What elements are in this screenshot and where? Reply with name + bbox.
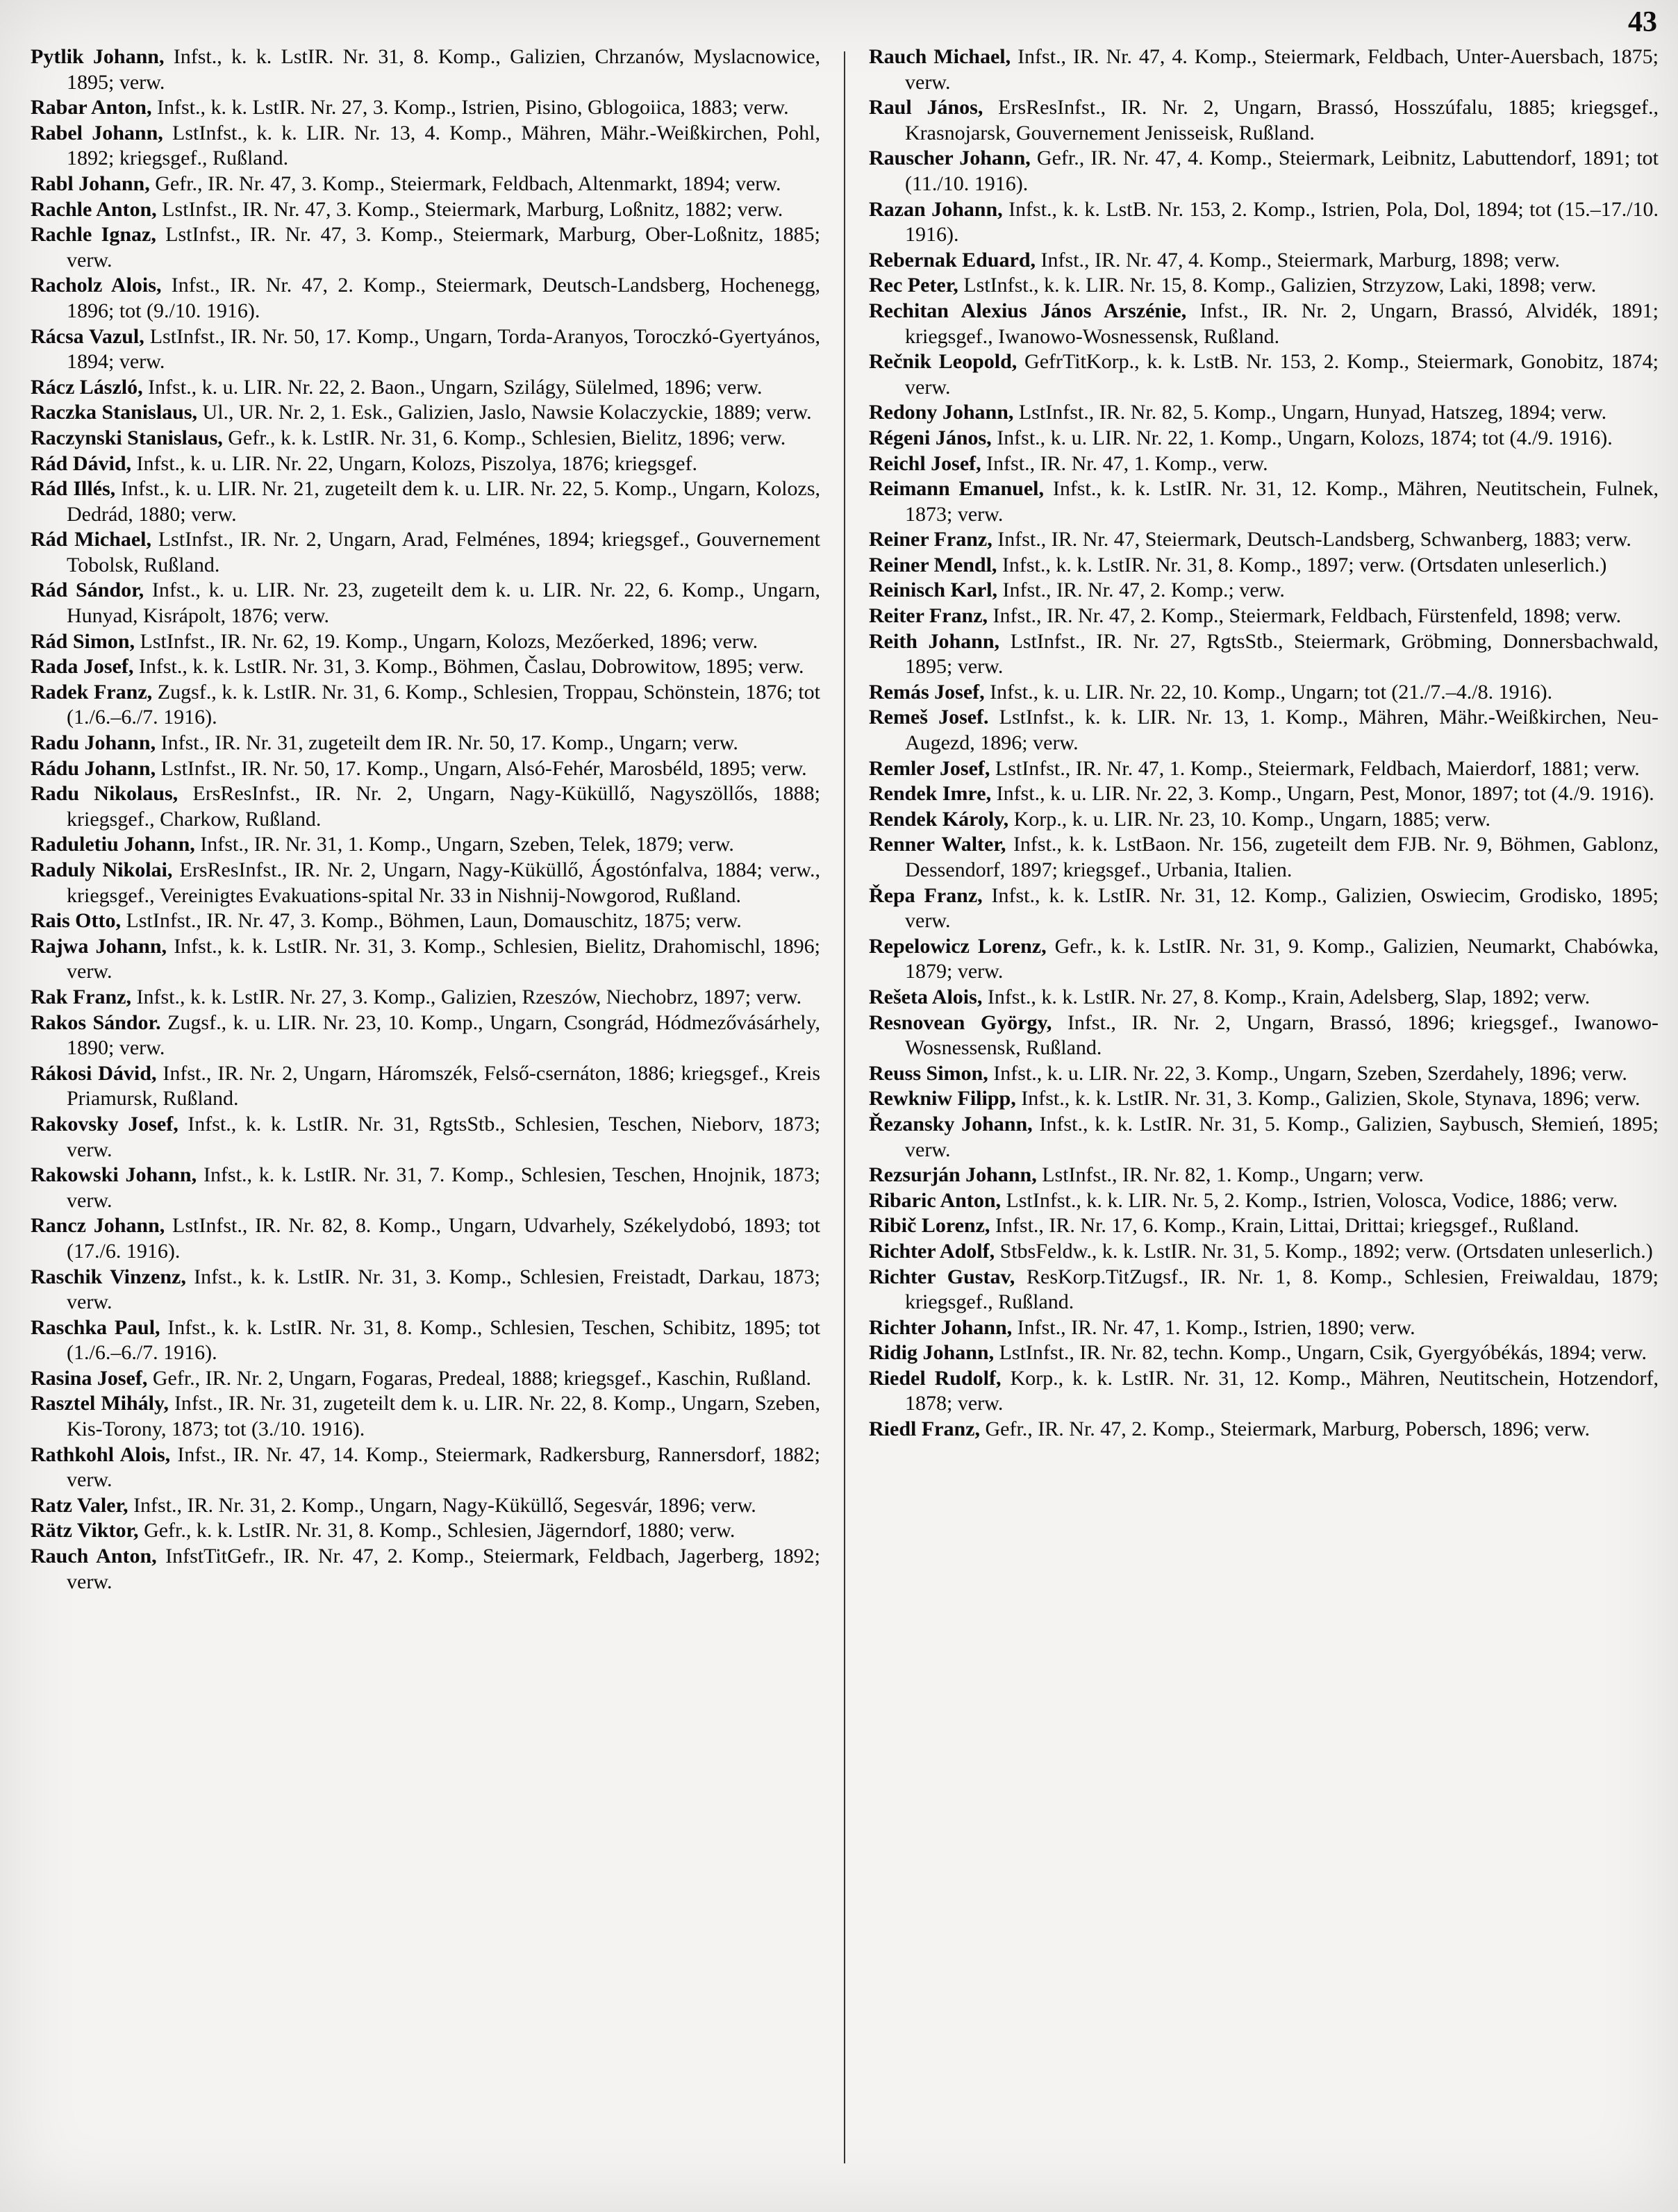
entry-details: LstInfst., k. k. LIR. Nr. 13, 4. Komp., Mähren, Mähr.-Weißkirchen, Pohl, 1892; kriegsgef., Rußland. <box>67 121 820 170</box>
entry-name: Radek Franz, <box>31 680 153 704</box>
entry-name: Rebernak Eduard, <box>869 248 1036 272</box>
entry-name: Redony Johann, <box>869 401 1014 424</box>
entry-details: Infst., k. k. LstIR. Nr. 31, 3. Komp., Schlesien, Freistadt, Darkau, 1873; verw. <box>67 1265 820 1314</box>
entry-details: Infst., k. k. LstBaon. Nr. 156, zugeteilt dem FJB. Nr. 9, Böhmen, Gablonz, Dessendorf, 1897; kriegsgef., Urbania, Italien. <box>905 833 1659 881</box>
entry-name: Remás Josef, <box>869 680 985 704</box>
list-item <box>31 1163 820 1213</box>
entry-name: Rauch Michael, <box>869 45 1011 68</box>
entry-details: Infst., k. k. LstIR. Nr. 31, 8. Komp., Schlesien, Teschen, Schibitz, 1895; tot (1./6.–6./7. 1916). <box>67 1315 820 1365</box>
entry-name: Rätz Viktor, <box>31 1519 139 1542</box>
list-item <box>31 172 820 197</box>
entry-name: Richter Gustav, <box>869 1265 1015 1288</box>
list-item <box>31 375 820 401</box>
entry-details: Infst., k. k. LstIR. Nr. 31, 8. Komp., Galizien, Chrzanów, Myslacnowice, 1895; verw. <box>67 45 820 94</box>
entry-details: LstInfst., IR. Nr. 82, 8. Komp., Ungarn, Udvarhely, Székelydobó, 1893; tot (17./6. 1916). <box>67 1214 820 1263</box>
entry-name: Rabar Anton, <box>31 96 152 119</box>
entry-details: Infst., k. k. LstIR. Nr. 31, 12. Komp., Galizien, Oswiecim, Grodisko, 1895; verw. <box>905 883 1659 933</box>
entry-name: Renner Walter, <box>869 833 1006 856</box>
entry-name: Radu Nikolaus, <box>31 782 178 806</box>
list-item <box>869 44 1659 95</box>
list-item <box>869 248 1659 274</box>
entry-name: Riedl Franz, <box>869 1417 980 1441</box>
entry-details: Infst., k. u. LIR. Nr. 22, 3. Komp., Ungarn, Szeben, Szerdahely, 1896; verw. <box>993 1061 1627 1085</box>
entry-details: LstInfst., IR. Nr. 27, RgtsStb., Steiermark, Gröbming, Donnersbachwald, 1895; verw. <box>905 629 1659 679</box>
entry-name: Řepa Franz, <box>869 883 983 907</box>
entry-details: Infst., IR. Nr. 47, 4. Komp., Steiermark, Feldbach, Unter-Auersbach, 1875; verw. <box>905 45 1659 94</box>
list-item <box>869 95 1659 146</box>
entry-details: Infst., IR. Nr. 2, Ungarn, Brassó, 1896; kriegsgef., Iwanowo-Wosnessensk, Rußland. <box>905 1011 1659 1060</box>
entry-details: ErsResInfst., IR. Nr. 2, Ungarn, Brassó, Hosszúfalu, 1885; kriegsgef., Krasnojarsk, Gouvernement Jenisseisk, Rußland. <box>905 96 1659 144</box>
entry-details: Gefr., k. k. LstIR. Nr. 31, 8. Komp., Schlesien, Jägerndorf, 1880; verw. <box>144 1519 736 1542</box>
page-number: 43 <box>1628 6 1657 38</box>
list-item <box>869 1188 1659 1214</box>
entry-name: Remeš Josef. <box>869 706 989 729</box>
entry-name: Ribič Lorenz, <box>869 1214 990 1238</box>
entry-details: Infst., IR. Nr. 47, 14. Komp., Steiermark, Radkersburg, Rannersdorf, 1882; verw. <box>67 1442 820 1492</box>
entry-name: Raczka Stanislaus, <box>31 401 198 424</box>
entry-name: Rechitan Alexius János Arszénie, <box>869 299 1187 322</box>
entry-details: LstInfst., IR. Nr. 47, 3. Komp., Steiermark, Marburg, Loßnitz, 1882; verw. <box>162 197 783 221</box>
list-item <box>31 832 820 858</box>
entry-name: Reuss Simon, <box>869 1061 988 1085</box>
entry-details: Infst., k. k. LstIR. Nr. 27, 8. Komp., Krain, Adelsberg, Slap, 1892; verw. <box>987 985 1590 1008</box>
list-item <box>31 654 820 680</box>
list-item <box>869 1417 1659 1442</box>
list-item <box>869 883 1659 934</box>
entry-name: Racholz Alois, <box>31 274 162 297</box>
list-item <box>31 934 820 985</box>
entry-name: Rasztel Mihály, <box>31 1392 169 1415</box>
entry-name: Raschik Vinzenz, <box>31 1265 186 1288</box>
list-item <box>869 781 1659 807</box>
entry-name: Reiter Franz, <box>869 604 988 628</box>
list-item <box>869 1315 1659 1341</box>
list-item <box>31 451 820 477</box>
list-item <box>31 578 820 629</box>
list-item <box>869 705 1659 756</box>
entry-name: Rešeta Alois, <box>869 985 983 1008</box>
entry-details: LstInfst., IR. Nr. 50, 17. Komp., Ungarn, Torda-Aranyos, Toroczkó-Gyertyános, 1894; verw. <box>67 324 820 374</box>
entry-name: Rabl Johann, <box>31 172 150 195</box>
entry-name: Rewkniw Filipp, <box>869 1087 1016 1111</box>
entry-name: Rachle Ignaz, <box>31 223 156 247</box>
entry-details: Infst., IR. Nr. 47, 4. Komp., Steiermark, Marburg, 1898; verw. <box>1040 248 1560 272</box>
entry-details: Korp., k. k. LstIR. Nr. 31, 12. Komp., Mähren, Neutitschein, Hotzendorf, 1878; verw. <box>905 1366 1659 1415</box>
entry-details: Infst., k. k. LstIR. Nr. 27, 3. Komp., Galizien, Rzeszów, Niechobrz, 1897; verw. <box>136 985 802 1008</box>
entry-details: Infst., IR. Nr. 31, 2. Komp., Ungarn, Nagy-Küküllő, Segesvár, 1896; verw. <box>133 1493 756 1517</box>
entry-details: StbsFeldw., k. k. LstIR. Nr. 31, 5. Komp., 1892; verw. (Ortsdaten unleserlich.) <box>999 1239 1653 1263</box>
list-item <box>31 1112 820 1163</box>
entry-name: Rachle Anton, <box>31 197 157 221</box>
entry-name: Rada Josef, <box>31 655 134 679</box>
entry-name: Rezsurján Johann, <box>869 1163 1037 1187</box>
list-item <box>869 604 1659 629</box>
list-item <box>31 121 820 172</box>
entry-details: Ul., UR. Nr. 2, 1. Esk., Galizien, Jaslo, Nawsie Kolaczyckie, 1889; verw. <box>202 401 812 424</box>
entry-name: Raschka Paul, <box>31 1315 160 1339</box>
list-item <box>31 781 820 832</box>
list-item <box>31 400 820 426</box>
list-item <box>869 451 1659 477</box>
entry-name: Raczynski Stanislaus, <box>31 426 223 449</box>
list-item <box>869 1011 1659 1061</box>
entry-name: Rád Sándor, <box>31 579 144 602</box>
entry-name: Raduletiu Johann, <box>31 833 195 856</box>
list-item <box>869 1265 1659 1315</box>
list-item <box>869 400 1659 426</box>
entry-details: Infst., IR. Nr. 17, 6. Komp., Krain, Littai, Drittai; kriegsgef., Rußland. <box>995 1214 1579 1238</box>
entry-details: Infst., k. k. LstIR. Nr. 27, 3. Komp., Istrien, Pisino, Gblogoiica, 1883; verw. <box>157 96 789 119</box>
entry-details: Korp., k. u. LIR. Nr. 23, 10. Komp., Ungarn, 1885; verw. <box>1013 807 1490 831</box>
entry-name: Reiner Franz, <box>869 528 992 551</box>
entry-name: Rathkohl Alois, <box>31 1442 171 1466</box>
list-item <box>869 578 1659 604</box>
entry-name: Pytlik Johann, <box>31 45 165 68</box>
entry-details: Infst., IR. Nr. 2, Ungarn, Brassó, Alvidék, 1891; kriegsgef., Iwanowo-Wosnessensk, Rußland. <box>905 299 1659 348</box>
entry-name: Rakowski Johann, <box>31 1163 197 1187</box>
entry-name: Reith Johann, <box>869 629 1000 653</box>
entry-name: Raduly Nikolai, <box>31 858 173 881</box>
right-column <box>869 44 1659 2184</box>
entry-name: Rauscher Johann, <box>869 147 1031 170</box>
entry-details: ErsResInfst., IR. Nr. 2, Ungarn, Nagy-Küküllő, Nagyszöllős, 1888; kriegsgef., Charkow, Rußland. <box>67 782 820 831</box>
entry-name: Ratz Valer, <box>31 1493 128 1517</box>
entry-details: Infst., k. k. LstIR. Nr. 31, 3. Komp., Galizien, Skole, Stynava, 1896; verw. <box>1021 1087 1640 1111</box>
list-item <box>869 426 1659 451</box>
list-item <box>31 731 820 756</box>
entry-details: Gefr., IR. Nr. 47, 3. Komp., Steiermark, Feldbach, Altenmarkt, 1894; verw. <box>155 172 781 195</box>
list-item <box>31 680 820 731</box>
entry-details: Infst., k. u. LIR. Nr. 22, 3. Komp., Ungarn, Pest, Monor, 1897; tot (4./9. 1916). <box>996 782 1654 806</box>
list-item <box>869 197 1659 248</box>
entry-details: LstInfst., k. k. LIR. Nr. 13, 1. Komp., Mähren, Mähr.-Weißkirchen, Neu-Augezd, 1896; verw. <box>905 706 1659 755</box>
entry-details: Gefr., k. k. LstIR. Nr. 31, 9. Komp., Galizien, Neumarkt, Chabówka, 1879; verw. <box>905 934 1659 983</box>
entry-name: Rak Franz, <box>31 985 131 1008</box>
entry-details: LstInfst., IR. Nr. 47, 3. Komp., Steiermark, Marburg, Ober-Loßnitz, 1885; verw. <box>67 223 820 272</box>
entry-details: LstInfst., IR. Nr. 82, techn. Komp., Ungarn, Csik, Gyergyóbékás, 1894; verw. <box>999 1341 1647 1365</box>
list-item <box>31 476 820 527</box>
entry-details: LstInfst., IR. Nr. 47, 1. Komp., Steiermark, Feldbach, Maierdorf, 1881; verw. <box>995 756 1640 780</box>
left-column <box>31 44 820 2184</box>
entry-name: Raul János, <box>869 96 983 119</box>
list-item <box>869 273 1659 299</box>
list-item <box>869 629 1659 680</box>
entry-details: ErsResInfst., IR. Nr. 2, Ungarn, Nagy-Küküllő, Ágostónfalva, 1884; verw., kriegsgef., Vereinigtes Evakuations-spital Nr. 33 in Nishnij-Nowgorod, Rußland. <box>67 858 820 907</box>
entry-details: Gefr., IR. Nr. 47, 4. Komp., Steiermark, Leibnitz, Labuttendorf, 1891; tot (11./10. 1916). <box>905 147 1659 195</box>
list-item <box>869 1366 1659 1417</box>
entry-name: Reinisch Karl, <box>869 579 997 602</box>
entry-details: Infst., IR. Nr. 47, 2. Komp., Steiermark, Deutsch-Landsberg, Hochenegg, 1896; tot (9./10. 1916). <box>67 274 820 322</box>
entry-name: Rasina Josef, <box>31 1366 148 1390</box>
entry-name: Rajwa Johann, <box>31 934 167 958</box>
entry-name: Radu Johann, <box>31 731 156 755</box>
list-item <box>31 908 820 934</box>
entry-name: Ridig Johann, <box>869 1341 995 1365</box>
entry-name: Rákosi Dávid, <box>31 1061 157 1085</box>
entry-name: Resnovean György, <box>869 1011 1052 1034</box>
list-item <box>31 1391 820 1442</box>
list-item <box>31 1544 820 1595</box>
list-item <box>869 985 1659 1011</box>
entry-details: Gefr., k. k. LstIR. Nr. 31, 6. Komp., Schlesien, Bielitz, 1896; verw. <box>228 426 786 449</box>
entry-details: LstInfst., IR. Nr. 50, 17. Komp., Ungarn, Alsó-Fehér, Marosbéld, 1895; verw. <box>160 756 807 780</box>
list-item <box>31 1366 820 1392</box>
entry-details: Infst., IR. Nr. 31, zugeteilt dem k. u. LIR. Nr. 22, 8. Komp., Ungarn, Szeben, Kis-Torony, 1873; tot (3./10. 1916). <box>67 1392 820 1441</box>
list-item <box>869 1213 1659 1239</box>
list-item <box>869 756 1659 782</box>
list-item <box>869 680 1659 706</box>
list-item <box>31 324 820 375</box>
list-item <box>869 1061 1659 1087</box>
list-item <box>869 476 1659 527</box>
list-item <box>869 349 1659 400</box>
entry-name: Rais Otto, <box>31 909 121 933</box>
list-item <box>31 629 820 655</box>
entry-name: Reimann Emanuel, <box>869 477 1045 501</box>
entry-details: Infst., IR. Nr. 47, Steiermark, Deutsch-Landsberg, Schwanberg, 1883; verw. <box>997 528 1631 551</box>
list-item <box>31 95 820 121</box>
entry-name: Rakos Sándor. <box>31 1011 161 1034</box>
entry-name: Repelowicz Lorenz, <box>869 934 1047 958</box>
list-item <box>869 807 1659 833</box>
entry-name: Řezansky Johann, <box>869 1112 1033 1136</box>
list-item <box>31 1442 820 1493</box>
entry-details: Infst., IR. Nr. 31, zugeteilt dem IR. Nr. 50, 17. Komp., Ungarn; verw. <box>160 731 738 755</box>
entry-details: Infst., k. u. LIR. Nr. 22, Ungarn, Kolozs, Piszolya, 1876; kriegsgef. <box>136 451 697 475</box>
entry-details: Infst., IR. Nr. 31, 1. Komp., Ungarn, Szeben, Telek, 1879; verw. <box>200 833 734 856</box>
entry-name: Rakovsky Josef, <box>31 1112 178 1136</box>
list-item <box>31 426 820 451</box>
list-item <box>869 146 1659 197</box>
entry-details: Zugsf., k. k. LstIR. Nr. 31, 6. Komp., Schlesien, Troppau, Schönstein, 1876; tot (1./6.–6./7. 1916). <box>67 680 820 729</box>
list-item <box>31 1213 820 1264</box>
list-item <box>31 44 820 95</box>
list-item <box>31 985 820 1011</box>
entry-name: Ribaric Anton, <box>869 1188 1002 1212</box>
list-item <box>869 1239 1659 1265</box>
entry-details: Zugsf., k. u. LIR. Nr. 23, 10. Komp., Ungarn, Csongrád, Hódmezővásárhely, 1890; verw. <box>67 1011 820 1060</box>
entry-details: Infst., IR. Nr. 47, 1. Komp., verw. <box>986 451 1268 475</box>
entry-details: Infst., k. u. LIR. Nr. 22, 2. Baon., Ungarn, Szilágy, Sülelmed, 1896; verw. <box>148 375 763 399</box>
entry-details: Infst., IR. Nr. 2, Ungarn, Háromszék, Felső-csernáton, 1886; kriegsgef., Kreis Priamursk, Rußland. <box>67 1061 820 1111</box>
list-item <box>869 1340 1659 1366</box>
entry-name: Razan Johann, <box>869 197 1003 221</box>
entry-name: Régeni János, <box>869 426 992 449</box>
entry-details: LstInfst., IR. Nr. 2, Ungarn, Arad, Felménes, 1894; kriegsgef., Gouvernement Tobolsk, Rußland. <box>67 528 820 576</box>
entry-details: Infst., k. k. LstIR. Nr. 31, RgtsStb., Schlesien, Teschen, Nieborv, 1873; verw. <box>67 1112 820 1161</box>
list-item <box>31 1315 820 1366</box>
entry-name: Richter Johann, <box>869 1315 1013 1339</box>
list-item <box>31 1265 820 1315</box>
entry-name: Rád Michael, <box>31 528 151 551</box>
list-item <box>31 756 820 782</box>
entry-name: Rád Dávid, <box>31 451 132 475</box>
entry-details: Infst., k. k. LstIR. Nr. 31, 3. Komp., Böhmen, Časlau, Dobrowitow, 1895; verw. <box>138 655 804 679</box>
entry-name: Rácz László, <box>31 375 143 399</box>
entry-details: LstInfst., IR. Nr. 47, 3. Komp., Böhmen, Laun, Domauschitz, 1875; verw. <box>126 909 742 933</box>
entry-name: Rácsa Vazul, <box>31 324 144 348</box>
entry-details: LstInfst., k. k. LIR. Nr. 5, 2. Komp., Istrien, Volosca, Vodice, 1886; verw. <box>1006 1188 1618 1212</box>
entry-name: Reiner Mendl, <box>869 553 997 576</box>
list-item <box>869 299 1659 349</box>
entry-details: Infst., k. u. LIR. Nr. 22, 1. Komp., Ungarn, Kolozs, 1874; tot (4./9. 1916). <box>997 426 1613 449</box>
entry-details: Infst., IR. Nr. 47, 1. Komp., Istrien, 1890; verw. <box>1017 1315 1415 1339</box>
entry-name: Rádu Johann, <box>31 756 156 780</box>
entry-name: Rauch Anton, <box>31 1545 157 1568</box>
entry-details: LstInfst., k. k. LIR. Nr. 15, 8. Komp., Galizien, Strzyzow, Laki, 1898; verw. <box>963 274 1597 297</box>
entry-name: Rečnik Leopold, <box>869 350 1017 374</box>
entry-details: Infst., k. k. LstIR. Nr. 31, 12. Komp., Mähren, Neutitschein, Fulnek, 1873; verw. <box>905 477 1659 526</box>
entry-details: Infst., k. k. LstIR. Nr. 31, 5. Komp., Galizien, Saybusch, Słemień, 1895; verw. <box>905 1112 1659 1161</box>
entry-name: Rendek Imre, <box>869 782 992 806</box>
list-item <box>31 197 820 223</box>
list-item <box>869 527 1659 553</box>
entry-name: Riedel Rudolf, <box>869 1366 1002 1390</box>
entry-name: Reichl Josef, <box>869 451 981 475</box>
list-item <box>869 1112 1659 1163</box>
entry-name: Rancz Johann, <box>31 1214 165 1238</box>
entry-details: Infst., k. k. LstIR. Nr. 31, 3. Komp., Schlesien, Bielitz, Drahomischl, 1896; verw. <box>67 934 820 983</box>
entry-details: Infst., IR. Nr. 47, 2. Komp.; verw. <box>1002 579 1285 602</box>
list-item <box>31 858 820 908</box>
entry-name: Richter Adolf, <box>869 1239 995 1263</box>
list-item <box>31 1011 820 1061</box>
columns <box>31 44 1659 2184</box>
entry-details: LstInfst., IR. Nr. 82, 1. Komp., Ungarn; verw. <box>1042 1163 1424 1187</box>
entry-name: Remler Josef, <box>869 756 990 780</box>
entry-details: Infst., k. u. LIR. Nr. 23, zugeteilt dem k. u. LIR. Nr. 22, 6. Komp., Ungarn, Hunyad, Kisrápolt, 1876; verw. <box>67 579 820 628</box>
entry-details: LstInfst., IR. Nr. 62, 19. Komp., Ungarn, Kolozs, Mezőerked, 1896; verw. <box>140 629 758 653</box>
column-divider <box>844 51 845 2163</box>
list-item <box>869 553 1659 579</box>
entry-details: GefrTitKorp., k. k. LstB. Nr. 153, 2. Komp., Steiermark, Gonobitz, 1874; verw. <box>905 350 1659 399</box>
list-item <box>31 1493 820 1519</box>
list-item <box>869 934 1659 985</box>
list-item <box>31 1061 820 1112</box>
entry-details: Infst., k. k. LstB. Nr. 153, 2. Komp., Istrien, Pola, Dol, 1894; tot (15.–17./10. 1916). <box>905 197 1659 247</box>
entry-details: Infst., k. u. LIR. Nr. 22, 10. Komp., Ungarn; tot (21./7.–4./8. 1916). <box>990 680 1553 704</box>
list-item <box>31 222 820 273</box>
list-item <box>31 1518 820 1544</box>
list-item <box>869 1163 1659 1188</box>
list-item <box>869 832 1659 883</box>
entry-details: Infst., k. k. LstIR. Nr. 31, 7. Komp., Schlesien, Teschen, Hnojnik, 1873; verw. <box>67 1163 820 1212</box>
entry-details: Infst., k. u. LIR. Nr. 21, zugeteilt dem k. u. LIR. Nr. 22, 5. Komp., Ungarn, Kolozs, Dedrád, 1880; verw. <box>67 477 820 526</box>
entry-details: ResKorp.TitZugsf., IR. Nr. 1, 8. Komp., Schlesien, Freiwaldau, 1879; kriegsgef., Rußland. <box>905 1265 1659 1314</box>
entry-details: Gefr., IR. Nr. 47, 2. Komp., Steiermark, Marburg, Pobersch, 1896; verw. <box>985 1417 1590 1441</box>
entry-details: Infst., k. k. LstIR. Nr. 31, 8. Komp., 1897; verw. (Ortsdaten unleserlich.) <box>1002 553 1607 576</box>
entry-name: Rec Peter, <box>869 274 958 297</box>
entry-details: Gefr., IR. Nr. 2, Ungarn, Fogaras, Predeal, 1888; kriegsgef., Kaschin, Rußland. <box>152 1366 811 1390</box>
entry-details: Infst., IR. Nr. 47, 2. Komp., Steiermark, Feldbach, Fürstenfeld, 1898; verw. <box>992 604 1622 628</box>
entry-name: Rád Simon, <box>31 629 135 653</box>
entry-details: InfstTitGefr., IR. Nr. 47, 2. Komp., Steiermark, Feldbach, Jagerberg, 1892; verw. <box>67 1545 820 1593</box>
list-item <box>31 273 820 324</box>
list-item <box>31 527 820 578</box>
entry-name: Rabel Johann, <box>31 121 163 144</box>
entry-name: Rád Illés, <box>31 477 116 501</box>
entry-name: Rendek Károly, <box>869 807 1009 831</box>
list-item <box>869 1086 1659 1112</box>
entry-details: LstInfst., IR. Nr. 82, 5. Komp., Ungarn, Hunyad, Hatszeg, 1894; verw. <box>1018 401 1607 424</box>
